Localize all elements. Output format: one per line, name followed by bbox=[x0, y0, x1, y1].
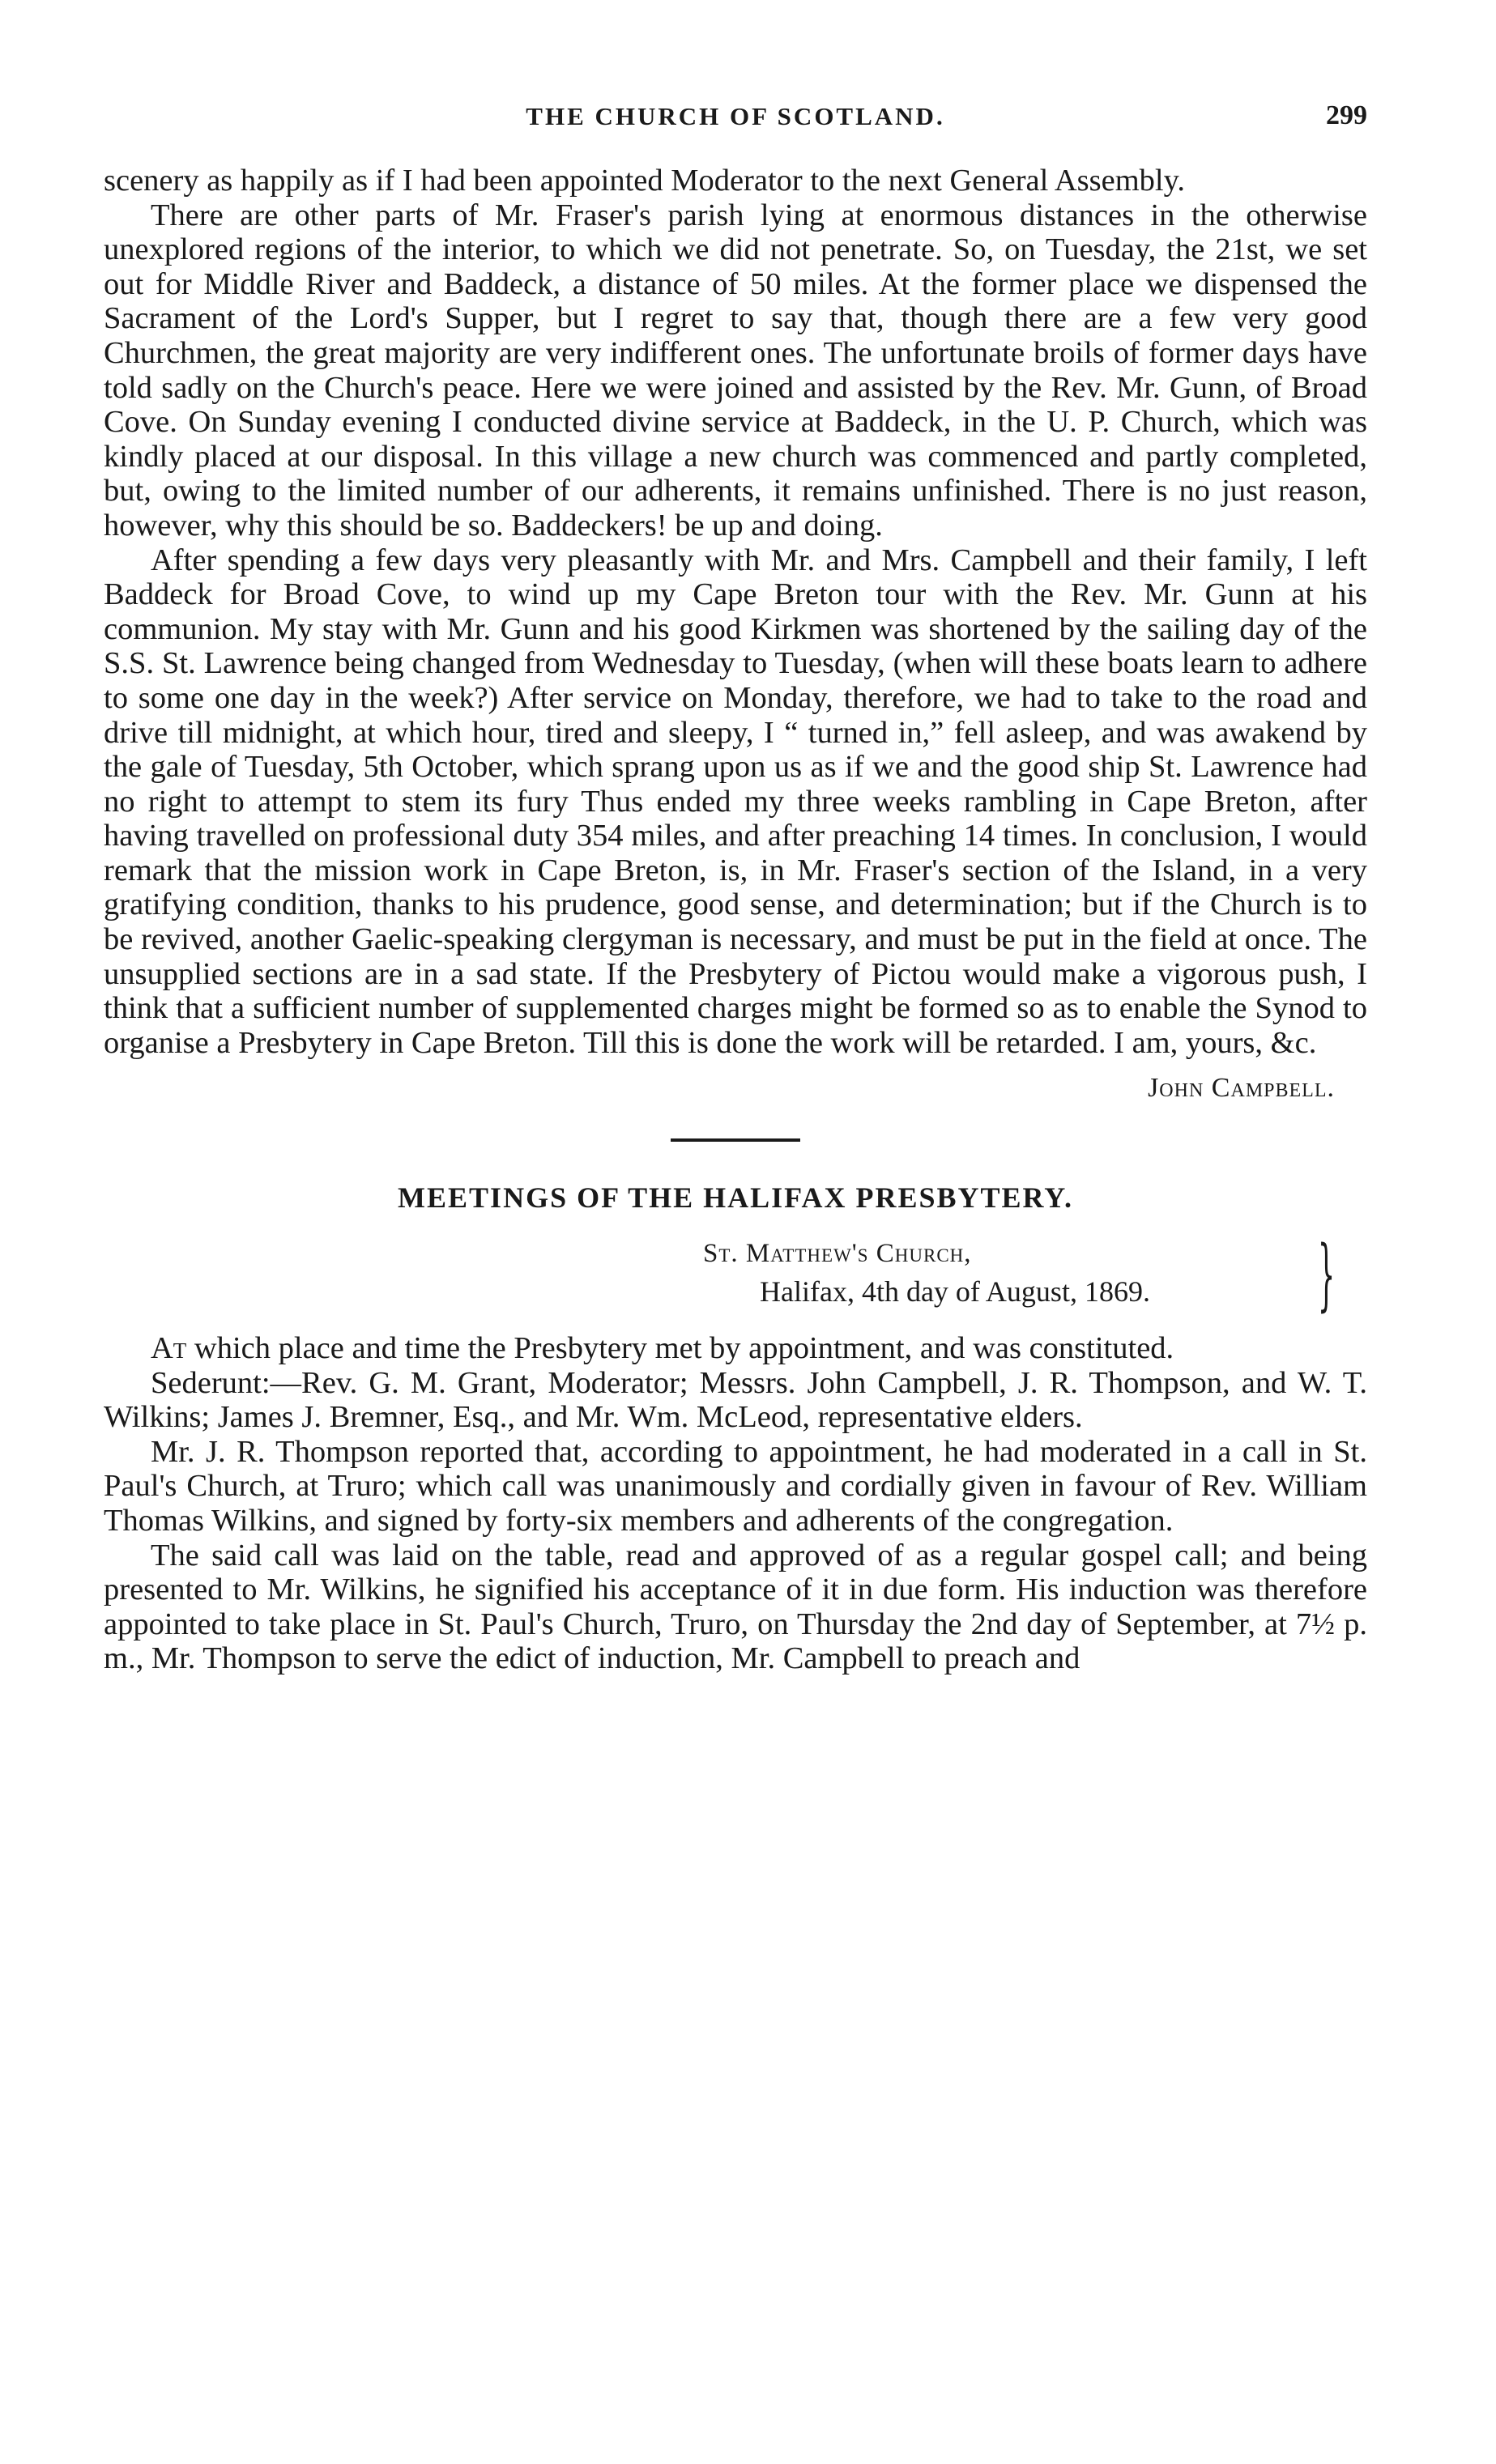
page bbox=[104, 97, 1367, 1676]
section-divider bbox=[671, 1138, 800, 1142]
section-heading: MEETINGS OF THE HALIFAX PRESBYTERY. bbox=[398, 1181, 1073, 1215]
lead-word: At bbox=[151, 1331, 187, 1366]
paragraph-sederunt: Sederunt:—Rev. G. M. Grant, Moderator; Messrs. John Campbell, J. R. Thompson, and W. T. Wilkins; James J. Bremner, Esq., and Mr. Wm. McLeod, representative elders. bbox=[104, 1365, 1367, 1435]
paragraph-fraser-parish: There are other parts of Mr. Fraser's parish lying at enormous distances in the otherwise unexplored regions of the interior, to which we did not penetrate. So, on Tuesday, the 21st, we set out for Middle River and Baddeck, a distance of 50 miles. At the former place we dispensed the Sacrament of the Lord's Supper, but I regret to say that, though there are a few very good Churchmen, the great majority are very indifferent ones. The unfortunate broils of former days have told sadly on the Church's peace. Here we were joined and assisted by the Rev. Mr. Gunn, of Broad Cove. On Sunday evening I conducted divine service at Baddeck, in the U. P. Church, which was kindly placed at our disposal. In this village a new church was commenced and partly completed, but, owing to the limited number of our adherents, it remains unfinished. There is no just reason, however, why this should be so. Baddeckers! be up and doing. bbox=[104, 198, 1367, 543]
dateline-place: St. Matthew's Church, bbox=[703, 1239, 972, 1269]
paragraph-constituted bbox=[104, 1331, 1367, 1366]
dateline bbox=[703, 1229, 1367, 1321]
page-number: 299 bbox=[1326, 100, 1367, 130]
dateline-date: Halifax, 4th day of August, 1869. bbox=[760, 1275, 1150, 1309]
paragraph-thompson-report: Mr. J. R. Thompson reported that, according to appointment, he had moderated in a call in St. Paul's Church, at Truro; which call was unanimously and cordially given in favour of Rev. William Thomas Wilkins, and signed by forty-six members and adherents of the congregation. bbox=[104, 1434, 1367, 1538]
paragraph-broad-cove: After spending a few days very pleasantly with Mr. and Mrs. Campbell and their family, I left Baddeck for Broad Cove, to wind up my Cape Breton tour with the Rev. Mr. Gunn at his communion. My stay with Mr. Gunn and his good Kirkmen was shortened by the sailing day of the S.S. St. Lawrence being changed from Wednesday to Tuesday, (when will these boats learn to adhere to some one day in the week?) After service on Monday, therefore, we had to take to the road and drive till midnight, at which hour, tired and sleepy, I “ turned in,” fell asleep, and was awakend by the gale of Tuesday, 5th October, which sprang upon us as if we and the good ship St. Lawrence had no right to attempt to stem its fury Thus ended my three weeks rambling in Cape Breton, after having travelled on professional duty 354 miles, and after preaching 14 times. In conclusion, I would remark that the mission work in Cape Breton, is, in Mr. Fraser's section of the Island, in a very gratifying condition, thanks to his prudence, good sense, and determination; but if the Church is to be revived, another Gaelic-speaking clergyman is necessary, and must be put in the field at once. The unsupplied sections are in a sad state. If the Presbytery of Pictou would make a vigorous push, I think that a sufficient number of supplemented charges might be formed so as to enable the Synod to organise a Presbytery in Cape Breton. Till this is done the work will be retarded. I am, yours, &c. bbox=[104, 543, 1367, 1060]
running-head bbox=[104, 97, 1367, 146]
paragraph-continuation: scenery as happily as if I had been appointed Moderator to the next General Assembly. bbox=[104, 164, 1185, 198]
dateline-brace: } bbox=[1317, 1229, 1336, 1321]
signature: John Campbell. bbox=[1148, 1073, 1335, 1104]
paragraph-constituted-text: which place and time the Presbytery met by appointment, and was constituted. bbox=[194, 1331, 1174, 1366]
paragraph-call-approved: The said call was laid on the table, read and approved of as a regular gospel call; and being presented to Mr. Wilkins, he signified his acceptance of it in due form. His induction was therefore appointed to take place in St. Paul's Church, Truro, on Thursday the 2nd day of September, at 7½ p. m., Mr. Thompson to serve the edict of induction, Mr. Campbell to preach and bbox=[104, 1538, 1367, 1676]
running-title: THE CHURCH OF SCOTLAND. bbox=[526, 102, 945, 130]
